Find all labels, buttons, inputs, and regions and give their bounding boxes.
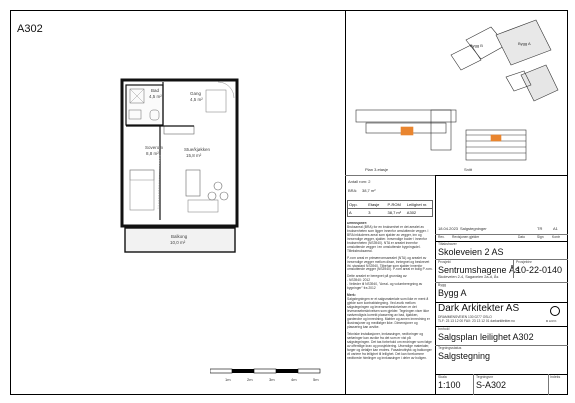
room-area-balcony: 10,0 m² — [170, 240, 186, 245]
project-label: Prosjekt — [438, 260, 451, 264]
td-opp: A — [349, 210, 352, 215]
key-plan — [346, 15, 566, 175]
scale-tick-2: 2m — [247, 377, 253, 382]
client: Skoleveien 2 AS — [438, 247, 504, 257]
drawing-no: S-A302 — [476, 380, 507, 390]
room-area-bedroom: 8,8 m² — [146, 151, 159, 156]
drawing-no-label: Tegningsnr — [476, 375, 494, 379]
scale-bar — [210, 368, 340, 376]
rev-header-text: Revisjonen gjelder — [452, 235, 480, 239]
basis-line-2: - Veileder til NS3940, "Areal- og volumberegning av bygninger" fra 2012 — [347, 282, 423, 291]
room-name-bedroom: Soverom — [145, 145, 164, 150]
merk-title: Merk: — [347, 293, 356, 298]
sheet-title: A302 — [17, 23, 43, 35]
th-opp: Opp. — [349, 202, 358, 207]
key-building-a: Bygg A — [518, 41, 531, 46]
rev-date: 18.04.2023 — [438, 226, 459, 231]
room-name-living: Stue/kjøkken — [184, 147, 211, 152]
architect-logo — [550, 306, 560, 316]
definitions-text: Bruksareal (BRA) for en bruksenhet er det arealet av bruksenheten som ligger innenfor omsluttende vegger. I BRA inkluderes areal som sjakter av vegger, inn og innvendige vegger, sjakter. Innvendige boder i innenfor bruksenheten (NS3940). NTA er arealet innenfor omsluttende vegger i en omsluttende bygningsdel. Tilleksbruksareal. — [347, 224, 429, 253]
prom-text: P-rom areal er primærromsarealet (NTA) og arealet av innvendige vegger mellom disse, inntegnet og beskrevet iht. standard NS3940. Tilbehør som sjakter innenfor omsluttende vegger (NS3940). P-rom areal er bolig P-rom. — [347, 255, 433, 272]
room-name-bath: Bad — [151, 88, 160, 93]
area-table — [347, 200, 433, 217]
th-leil: Leilighet nr. — [406, 202, 428, 207]
key-building-b: Bygg B — [470, 43, 483, 48]
basis-line-1: - NS3940: 2012 — [347, 278, 371, 283]
architect-logo-text: D A R K — [546, 319, 557, 323]
architect-address: DRAMMENSVEIEN 130 0277 OSLO — [438, 315, 492, 319]
th-prom: P-ROM — [387, 202, 401, 207]
rev-text: Salgstegninger — [460, 226, 487, 231]
scale-tick-1: 1m — [225, 377, 231, 382]
project-no: 10-22-0140 — [516, 265, 563, 275]
bra-label: BRA: — [348, 188, 358, 193]
content: Salgsplan leilighet A302 — [438, 332, 534, 342]
architect-name: Dark Arkitekter AS — [438, 303, 520, 314]
rev-header-kontr: Kontr — [552, 235, 560, 239]
merk-text-2: Tekniske installasjoner, innkassinger, nedforinger og rørføringer kan avvike fra det som er vist på salgstegningen. Det tas forbehold om endringer som følge av offentlige krav og prosjektering. Utvendige materialer, farger og detaljer kan endres. Fasadeuttrykk og balkonger vil variere fra leilighet til leilighet. Det kan forekomme nedforede himlinger og innkassinger i deler av boligen. — [347, 331, 432, 360]
rev-header-sign: Sign — [537, 235, 544, 239]
bra-value: 38,7 m² — [362, 188, 376, 193]
definitions-title: Definisjoner: — [347, 222, 368, 225]
floor-plan — [100, 60, 260, 260]
project-address: Skoleveien 2-4, Sagaveien 2a-d, Ås — [438, 275, 499, 279]
building-label: Bygg — [438, 283, 446, 287]
architect-contact: TLF: 23 13 12 00 FAX: 23 13 12 01 darkarkitekter.no — [438, 319, 515, 323]
rev-header-date: Dato — [518, 235, 525, 239]
room-area-living: 15,8 m² — [186, 153, 202, 158]
key-floor-label: Plan 3.etasje — [365, 167, 389, 172]
room-area-hall: 4,5 m² — [190, 97, 203, 102]
client-label: Tiltakshaver — [438, 242, 457, 246]
room-name-hall: Gang — [190, 91, 202, 96]
scale-tick-4: 4m — [291, 377, 297, 382]
room-count: Antall rom: 2 — [348, 179, 371, 184]
scale-tick-3: 3m — [269, 377, 275, 382]
project: Sentrumshagene Ås — [438, 265, 520, 275]
td-leil: A302 — [406, 210, 417, 215]
content-label: Innhold — [438, 327, 450, 331]
room-area-bath: 4,5 m² — [149, 94, 162, 99]
scale: 1:100 — [438, 380, 461, 390]
merk-text: Salgstegningen er et salgsmateriale som ikke er ment å gjelde som kontraktstegning. Ved avvik mellom salgstegningen og leveransebeskrivelsen er det leveransebeskrivelsen som gjelder. Tegningen viser ikke nødvendigvis korrekt plassering av bad, kjøkken, garderobe og innredning. Møbler og annen innredning er illustrasjoner og medfølger ikke. Dimensjoner og plassering kan avvike. — [347, 297, 430, 329]
td-prom: 38,7 m² — [387, 210, 402, 215]
building: Bygg A — [438, 288, 467, 298]
scale-label: Skala — [438, 375, 447, 379]
key-section-label: Snitt — [464, 167, 473, 172]
room-name-balcony: Balkong — [171, 234, 188, 239]
rev-no: A1 — [553, 226, 558, 231]
th-etasje: Etasje — [368, 202, 380, 207]
project-no-label: Prosjektnr — [516, 260, 532, 264]
type: Salgstegning — [438, 351, 491, 361]
type-label: Tegningsstatus — [438, 346, 462, 350]
rev-sign: TR — [537, 226, 543, 231]
definitions-block — [347, 222, 433, 392]
basis-title: Dette arealet er beregnet på grunnlag av: — [347, 274, 408, 279]
rev-header-rev: Rev. — [438, 235, 445, 239]
index-label: Indeks — [550, 375, 561, 379]
scale-tick-5: 5m — [313, 377, 319, 382]
td-etasje: 3 — [368, 210, 371, 215]
